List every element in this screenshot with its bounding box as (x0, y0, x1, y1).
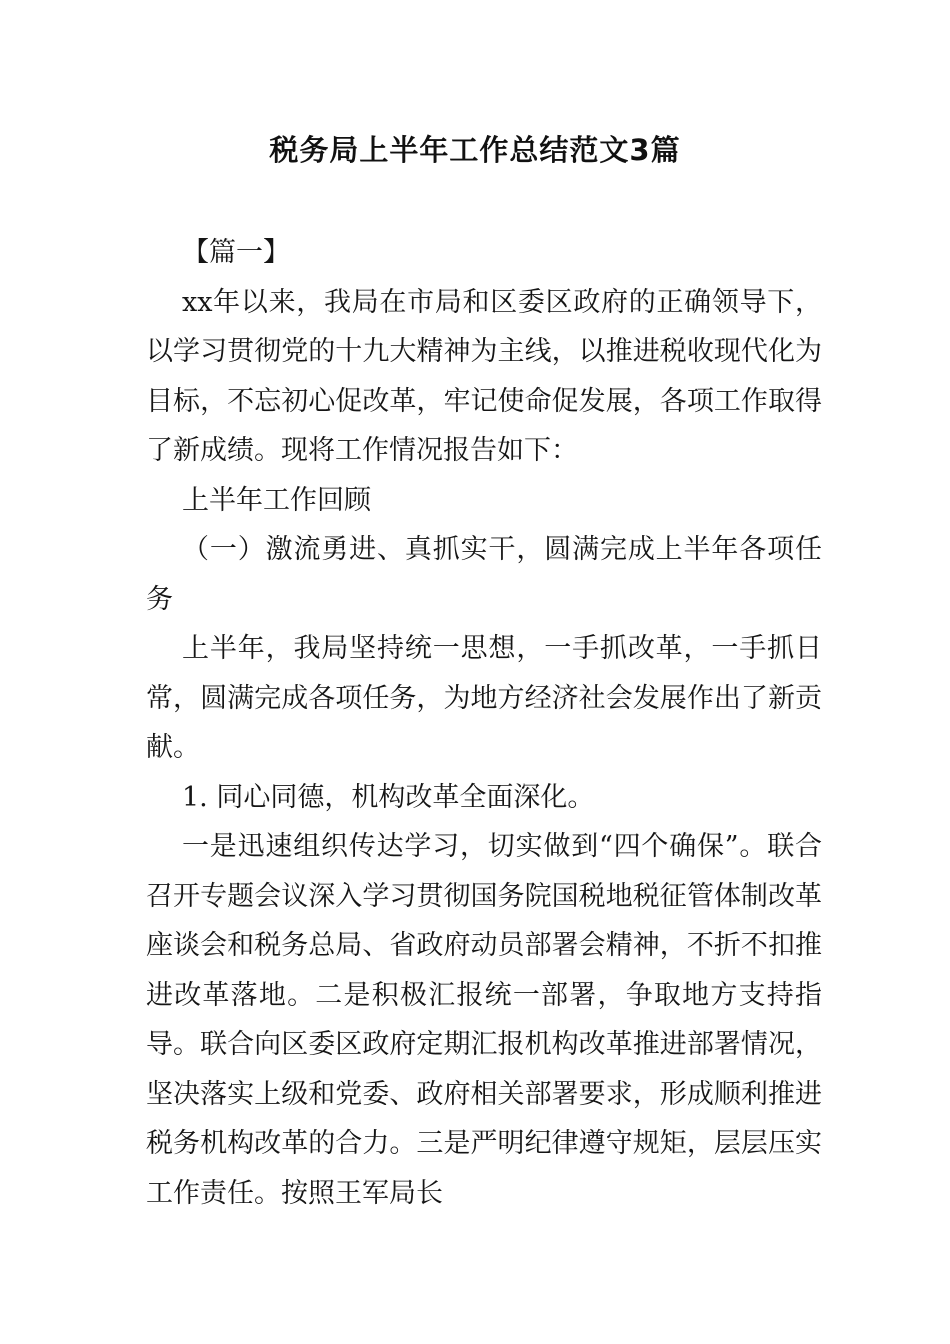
paragraph: xx年以来，我局在市局和区委区政府的正确领导下，以学习贯彻党的十九大精神为主线，以推进税收现代化为目标，不忘初心促改革，牢记使命促发展，各项工作取得了新成绩。现将工作情况报告如下： (146, 286, 822, 466)
document-title: 税务局上半年工作总结范文3篇 (269, 133, 681, 167)
subheading: （一）激流勇进、真抓实干，圆满完成上半年各项任务 (146, 534, 822, 615)
paragraph: 一是迅速组织传达学习，切实做到“四个确保”。联合召开专题会议深入学习贯彻国务院国税地税征管体制改革座谈会和税务总局、省政府动员部署会精神，不折不扣推进改革落地。二是积极汇报统一部署，争取地方支持指导。联合向区委区政府定期汇报机构改革推进部署情况，坚决落实上级和党委、政府相关部署要求，形成顺利推进税务机构改革的合力。三是严明纪律遵守规矩，层层压实工作责任。按照王军局长 (146, 831, 822, 1209)
section-heading: 【篇一】 (182, 237, 290, 268)
numbered-heading: 1. 同心同德，机构改革全面深化。 (182, 781, 595, 813)
document-body (146, 228, 822, 1218)
subheading: 上半年工作回顾 (182, 484, 371, 516)
paragraph: 上半年，我局坚持统一思想，一手抓改革，一手抓日常，圆满完成各项任务，为地方经济社会发展作出了新贡献。 (146, 633, 822, 763)
